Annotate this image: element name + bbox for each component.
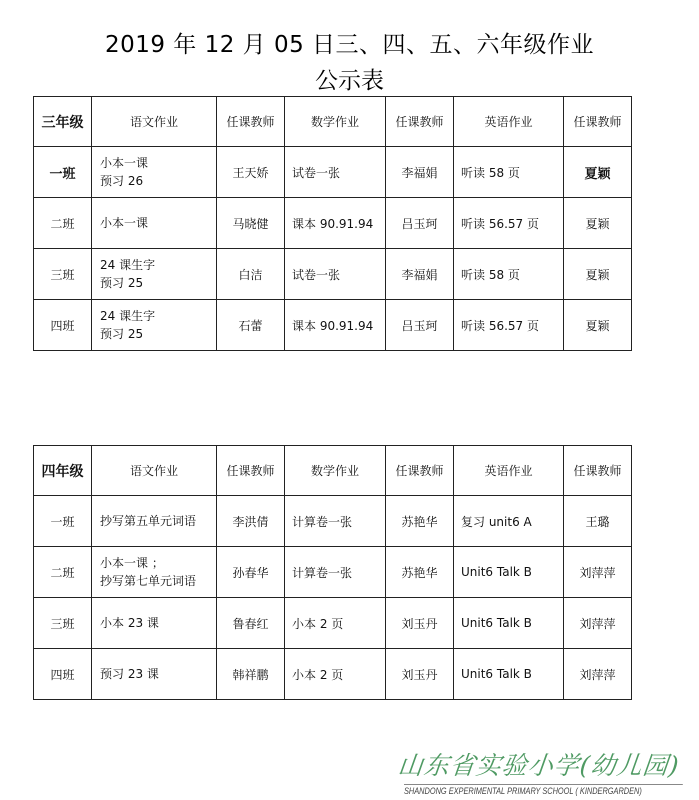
teacher-cell: 马晓健	[217, 198, 285, 249]
table-row	[34, 598, 632, 649]
teacher-cell: 白洁	[217, 249, 285, 300]
grade3-homework-table	[33, 96, 632, 351]
homework-line: 预习 23 课	[100, 667, 159, 681]
column-header: 英语作业	[454, 446, 564, 496]
table-row	[34, 249, 632, 300]
column-header: 语文作业	[92, 97, 217, 147]
teacher-cell: 苏艳华	[386, 547, 454, 598]
class-cell: 二班	[34, 547, 92, 598]
teacher-cell: 石蕾	[217, 300, 285, 351]
table-header-row	[34, 446, 632, 496]
column-header: 任课教师	[217, 97, 285, 147]
math-homework-cell: 小本 2 页	[285, 598, 386, 649]
homework-line: 小本一课	[100, 156, 149, 170]
homework-line: 小本一课 ；	[100, 556, 164, 570]
english-homework-cell: 听读 56.57 页	[454, 198, 564, 249]
teacher-cell: 夏颖	[564, 198, 632, 249]
table-row	[34, 300, 632, 351]
column-header: 数学作业	[285, 446, 386, 496]
math-homework-cell: 课本 90.91.94	[285, 198, 386, 249]
column-header: 任课教师	[217, 446, 285, 496]
teacher-cell: 韩祥鹏	[217, 649, 285, 700]
homework-line: 24 课生字	[100, 258, 156, 272]
math-homework-cell: 小本 2 页	[285, 649, 386, 700]
column-header: 任课教师	[386, 97, 454, 147]
table-row	[34, 547, 632, 598]
class-cell: 一班	[34, 496, 92, 547]
chinese-homework-cell	[92, 496, 217, 547]
teacher-cell: 李福娟	[386, 147, 454, 198]
homework-line: 小本 23 课	[100, 616, 159, 630]
english-homework-cell: Unit6 Talk B	[454, 598, 564, 649]
math-homework-cell: 计算卷一张	[285, 547, 386, 598]
teacher-cell: 刘玉丹	[386, 598, 454, 649]
chinese-homework-cell	[92, 547, 217, 598]
teacher-cell: 吕玉珂	[386, 198, 454, 249]
english-homework-cell: 听读 58 页	[454, 249, 564, 300]
teacher-cell: 李洪倩	[217, 496, 285, 547]
teacher-cell: 刘萍萍	[564, 598, 632, 649]
column-header: 任课教师	[386, 446, 454, 496]
school-name-english: SHANDONG EXPERIMENTAL PRIMARY SCHOOL ( KINDERGARDEN)	[404, 784, 683, 796]
teacher-cell: 刘萍萍	[564, 649, 632, 700]
homework-line: 小本一课	[100, 216, 149, 230]
class-cell: 四班	[34, 300, 92, 351]
table-row	[34, 649, 632, 700]
chinese-homework-cell	[92, 198, 217, 249]
column-header: 数学作业	[285, 97, 386, 147]
chinese-homework-cell	[92, 598, 217, 649]
english-homework-cell: Unit6 Talk B	[454, 547, 564, 598]
table-row	[34, 198, 632, 249]
teacher-cell: 夏颖	[564, 147, 632, 198]
grade-header: 四年级	[34, 446, 92, 496]
english-homework-cell: Unit6 Talk B	[454, 649, 564, 700]
math-homework-cell: 课本 90.91.94	[285, 300, 386, 351]
teacher-cell: 夏颖	[564, 300, 632, 351]
chinese-homework-cell	[92, 249, 217, 300]
teacher-cell: 刘玉丹	[386, 649, 454, 700]
table-row	[34, 496, 632, 547]
teacher-cell: 李福娟	[386, 249, 454, 300]
teacher-cell: 孙春华	[217, 547, 285, 598]
english-homework-cell: 复习 unit6 A	[454, 496, 564, 547]
math-homework-cell: 计算卷一张	[285, 496, 386, 547]
homework-line: 预习 25	[100, 276, 144, 290]
class-cell: 一班	[34, 147, 92, 198]
table-row	[34, 147, 632, 198]
column-header: 语文作业	[92, 446, 217, 496]
english-homework-cell: 听读 58 页	[454, 147, 564, 198]
teacher-cell: 王天娇	[217, 147, 285, 198]
teacher-cell: 刘萍萍	[564, 547, 632, 598]
teacher-cell: 鲁春红	[217, 598, 285, 649]
math-homework-cell: 试卷一张	[285, 249, 386, 300]
column-header: 英语作业	[454, 97, 564, 147]
class-cell: 四班	[34, 649, 92, 700]
page-title-line2: 公示表	[315, 68, 384, 94]
teacher-cell: 王璐	[564, 496, 632, 547]
chinese-homework-cell	[92, 300, 217, 351]
math-homework-cell: 试卷一张	[285, 147, 386, 198]
grade-header: 三年级	[34, 97, 92, 147]
teacher-cell: 苏艳华	[386, 496, 454, 547]
homework-line: 抄写第七单元词语	[100, 574, 197, 588]
chinese-homework-cell	[92, 649, 217, 700]
homework-line: 抄写第五单元词语	[100, 514, 197, 528]
class-cell: 三班	[34, 598, 92, 649]
english-homework-cell: 听读 56.57 页	[454, 300, 564, 351]
teacher-cell: 夏颖	[564, 249, 632, 300]
column-header: 任课教师	[564, 97, 632, 147]
homework-line: 预习 26	[100, 174, 144, 188]
page-title-line1: 2019 年 12 月 05 日三、四、五、六年级作业	[104, 32, 595, 58]
school-logo	[398, 746, 696, 796]
homework-line: 24 课生字	[100, 309, 156, 323]
school-name-chinese: 山东省实验小学(幼儿园)	[396, 751, 681, 780]
chinese-homework-cell	[92, 147, 217, 198]
grade4-homework-table	[33, 445, 632, 700]
teacher-cell: 吕玉珂	[386, 300, 454, 351]
table-header-row	[34, 97, 632, 147]
column-header: 任课教师	[564, 446, 632, 496]
homework-line: 预习 25	[100, 327, 144, 341]
class-cell: 二班	[34, 198, 92, 249]
class-cell: 三班	[34, 249, 92, 300]
